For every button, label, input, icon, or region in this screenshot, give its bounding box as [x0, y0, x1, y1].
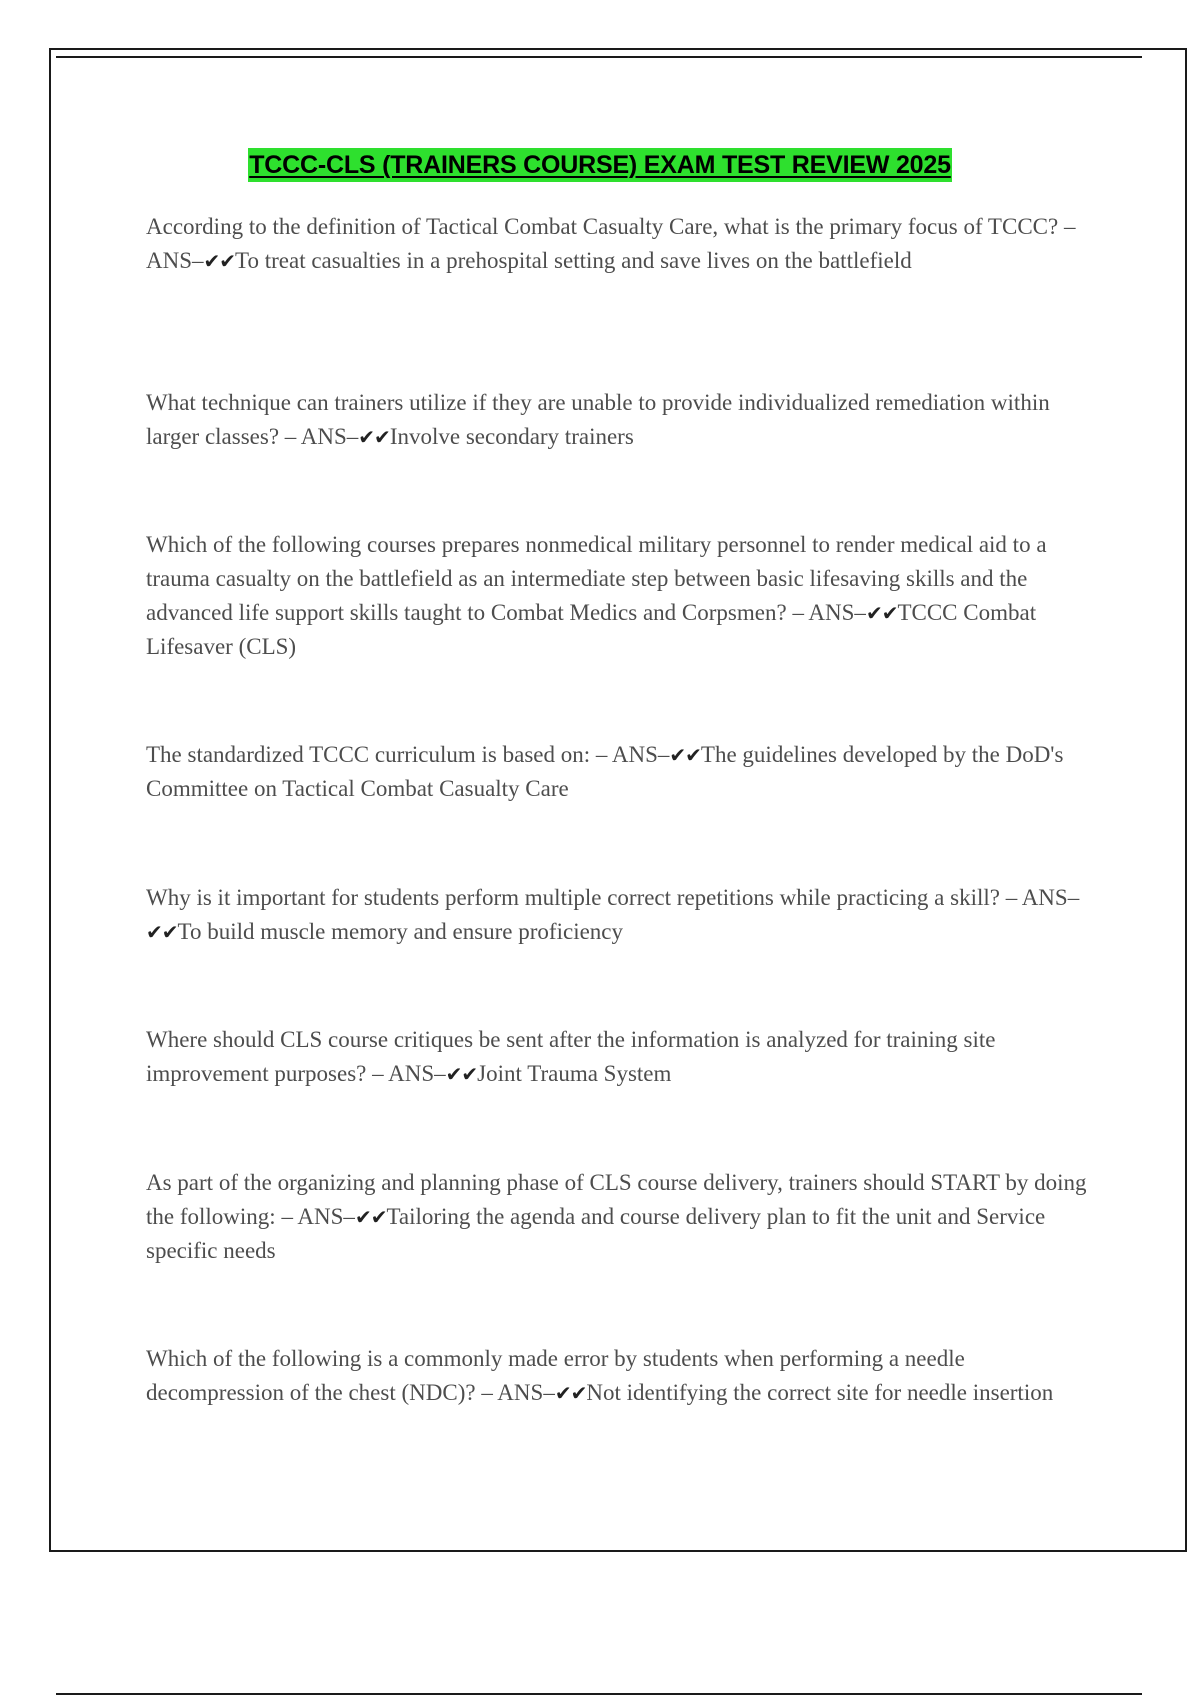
answer-text: Tailoring the agenda and course delivery plan to fit the unit and Service specific needs — [146, 1204, 1046, 1263]
answer-separator: – ANS– — [279, 424, 359, 449]
question-text: Where should CLS course critiques be sent after the information is analyzed for training site improvement purposes? — [146, 1027, 996, 1086]
bottom-rule — [56, 1693, 1142, 1695]
answer-separator: – ANS– — [475, 1380, 555, 1405]
qa-item — [146, 1023, 1096, 1091]
checkmark-icon: ✔✔ — [203, 249, 236, 273]
checkmark-icon: ✔✔ — [146, 920, 178, 944]
answer-separator: – ANS– — [590, 742, 670, 767]
question-text: As part of the organizing and planning phase of CLS course delivery, trainers should START by doing the following: — [146, 1170, 1087, 1229]
question-text: Which of the following courses prepares nonmedical military personnel to render medical aid to a trauma casualty on the battlefield as an intermediate step between basic lifesaving skills and the advanced life support skills taught to Combat Medics and Corpsmen? — [146, 532, 1047, 625]
question-text: Why is it important for students perform multiple correct repetitions while practicing a skill? — [146, 885, 1000, 910]
checkmark-icon: ✔✔ — [554, 1381, 587, 1405]
question-text: According to the definition of Tactical Combat Casualty Care, what is the primary focus of TCCC? — [146, 214, 1059, 239]
qa-item — [146, 1166, 1096, 1268]
qa-item — [146, 528, 1096, 664]
checkmark-icon: ✔✔ — [669, 743, 701, 767]
checkmark-icon: ✔✔ — [354, 1205, 387, 1229]
document-title: TCCC-CLS (TRAINERS COURSE) EXAM TEST REVIEW 2025 — [248, 148, 952, 182]
qa-item — [146, 881, 1096, 949]
question-text: The standardized TCCC curriculum is based on: — [146, 742, 591, 767]
checkmark-icon: ✔✔ — [358, 425, 390, 449]
answer-separator: – ANS– — [786, 600, 866, 625]
answer-text: Involve secondary trainers — [389, 424, 634, 449]
answer-text: Not identifying the correct site for needle insertion — [586, 1380, 1054, 1405]
qa-item — [146, 210, 1096, 278]
answer-text: To treat casualties in a prehospital setting and save lives on the battlefield — [235, 248, 912, 273]
answer-separator: – ANS– — [146, 214, 1076, 273]
checkmark-icon: ✔✔ — [445, 1062, 478, 1086]
title-container — [0, 148, 1200, 182]
question-text: Which of the following is a commonly made error by students when performing a needle decompression of the chest (NDC)? — [146, 1346, 965, 1405]
question-text: What technique can trainers utilize if they are unable to provide individualized remediation within larger classes? — [146, 390, 1050, 449]
answer-text: To build muscle memory and ensure proficiency — [177, 919, 623, 944]
answer-separator: – ANS– — [275, 1204, 355, 1229]
answer-text: The guidelines developed by the DoD's Committee on Tactical Combat Casualty Care — [146, 742, 1064, 801]
answer-text: Joint Trauma System — [477, 1061, 672, 1086]
checkmark-icon: ✔✔ — [865, 601, 898, 625]
answer-separator: – ANS– — [999, 885, 1080, 910]
top-rule — [56, 56, 1142, 58]
qa-item — [146, 738, 1096, 806]
qa-item — [146, 386, 1096, 454]
answer-separator: – ANS– — [366, 1061, 446, 1086]
qa-item — [146, 1342, 1096, 1410]
answer-text: TCCC Combat Lifesaver (CLS) — [146, 600, 1037, 659]
